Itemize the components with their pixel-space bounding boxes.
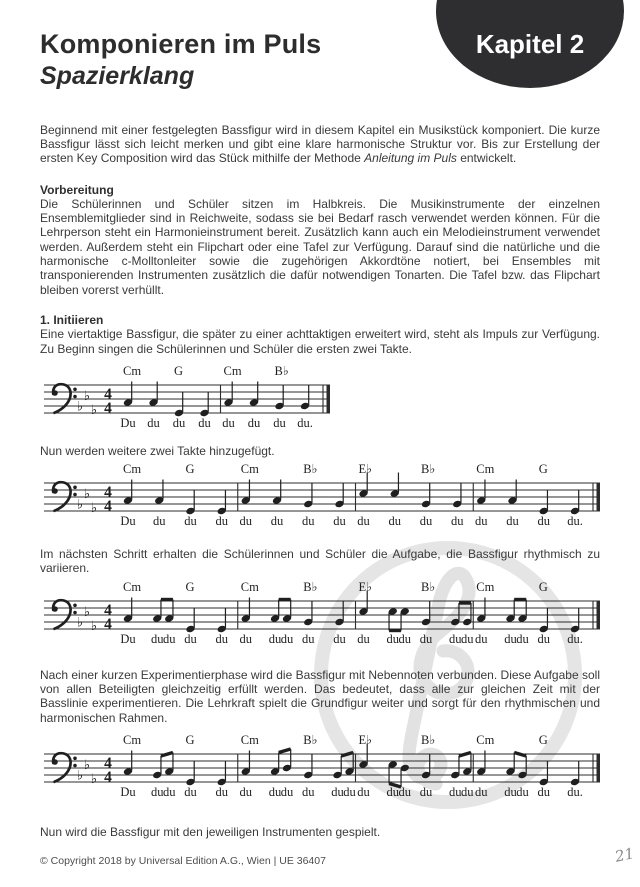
svg-text:du: du	[398, 784, 411, 799]
text-segment: Im nächsten Schritt erhalten die Schülerinnen und Schüler die Aufgabe, die Bassfigur rhythmisch zu variieren.	[40, 547, 600, 576]
svg-text:Cm: Cm	[240, 462, 259, 477]
svg-text:du: du	[419, 631, 433, 646]
svg-text:du: du	[268, 631, 282, 646]
svg-text:du: du	[280, 631, 294, 646]
svg-text:du: du	[184, 631, 197, 646]
svg-text:♭: ♭	[83, 388, 91, 404]
svg-text:Du: Du	[120, 514, 136, 529]
svg-text:du: du	[215, 784, 228, 799]
svg-text:4: 4	[104, 601, 112, 619]
svg-text:B♭: B♭	[421, 462, 436, 477]
after-staff2-paragraph	[40, 547, 600, 576]
svg-text:du: du	[280, 784, 294, 799]
svg-text:B♭: B♭	[421, 732, 436, 747]
svg-text:du: du	[331, 784, 344, 799]
initiieren-paragraph	[40, 327, 600, 356]
svg-text:♭: ♭	[83, 757, 91, 773]
svg-text:du: du	[247, 415, 261, 430]
svg-text:4: 4	[104, 399, 112, 417]
text-segment: Eine viertaktige Bassfigur, die später zu einer achttaktigen erweitert wird, steht als Impuls zur Verfügung. Zu Beginn singen die Schülerinnen und Schüler die ersten zwei Takte.	[40, 327, 600, 356]
copyright-line: © Copyright 2018 by Universal Edition A.G., Wien | UE 36407	[40, 855, 326, 867]
svg-text:du: du	[357, 631, 370, 646]
svg-text:Cm: Cm	[240, 732, 259, 747]
svg-text:Cm: Cm	[123, 462, 142, 477]
svg-text:du.: du.	[567, 514, 583, 529]
svg-text:Du: Du	[120, 784, 136, 799]
svg-text:du: du	[357, 784, 370, 799]
svg-text:du: du	[302, 514, 315, 529]
handwritten-page-number: 21	[613, 844, 636, 866]
svg-text:Cm: Cm	[476, 579, 495, 594]
page-subtitle: Spazierklang	[40, 61, 195, 90]
svg-text:du: du	[398, 631, 411, 646]
svg-text:♭: ♭	[76, 399, 84, 415]
heading-initiieren: 1. Initiieren	[40, 312, 104, 327]
svg-text:Cm: Cm	[240, 579, 259, 594]
method-name-italic: Anleitung im Puls	[364, 151, 457, 166]
svg-text:du: du	[268, 784, 282, 799]
svg-text:4: 4	[104, 498, 112, 516]
heading-vorbereitung: Vorbereitung	[40, 182, 114, 197]
svg-text:♭: ♭	[76, 497, 84, 513]
svg-text:Cm: Cm	[476, 462, 495, 477]
chapter-badge-label: Kapitel 2	[475, 29, 585, 59]
svg-text:du: du	[333, 631, 346, 646]
text-segment: entwickelt.	[456, 151, 517, 166]
svg-text:4: 4	[104, 385, 112, 403]
svg-text:♭: ♭	[90, 618, 98, 634]
svg-text:B♭: B♭	[303, 732, 318, 747]
svg-text:du: du	[222, 415, 235, 430]
svg-text:Cm: Cm	[123, 363, 142, 378]
svg-text:G: G	[185, 579, 195, 594]
svg-text:Cm: Cm	[123, 579, 142, 594]
svg-text:du: du	[506, 514, 519, 529]
after-staff1-paragraph	[40, 444, 600, 458]
svg-text:Du: Du	[120, 631, 136, 646]
music-staff-2	[42, 461, 602, 533]
svg-text:du.: du.	[297, 415, 313, 430]
svg-text:Cm: Cm	[476, 732, 495, 747]
text-segment: Nun werden weitere zwei Takte hinzugefügt.	[40, 443, 275, 458]
svg-text:E♭: E♭	[358, 732, 373, 747]
svg-text:du: du	[273, 415, 286, 430]
svg-text:du: du	[461, 631, 474, 646]
svg-text:du: du	[461, 784, 474, 799]
svg-text:B♭: B♭	[303, 579, 318, 594]
svg-text:E♭: E♭	[358, 462, 373, 477]
vorbereitung-paragraph	[40, 197, 600, 297]
svg-text:♭: ♭	[83, 604, 91, 620]
svg-text:♭: ♭	[76, 615, 84, 631]
svg-text:G: G	[174, 363, 184, 378]
svg-text:G: G	[538, 732, 548, 747]
svg-text:Du: Du	[120, 415, 136, 430]
svg-text:du: du	[302, 784, 315, 799]
text-segment: Nun wird die Bassfigur mit den jeweiligen Instrumenten gespielt.	[40, 824, 381, 839]
svg-text:♭: ♭	[90, 402, 98, 418]
svg-text:B♭: B♭	[303, 462, 318, 477]
music-staff-3	[42, 579, 602, 651]
text-segment: Beginnend mit einer festgelegten Bassfigur wird in diesem Kapitel ein Musikstück komponiert. Die kurze Bassfigur lässt sich leicht merken und gibt eine klare harmonische Struktur vor. Bis zur Erstellung der ersten Key Composition wird das Stück mithilfe der Methode	[40, 122, 600, 166]
text-segment: Nach einer kurzen Experimentierphase wird die Bassfigur mit Nebennoten verbunden. Diese Aufgabe soll von allen Beteiligten gleichzeitig erfüllt werden. Das bedeutet, dass alle zur gleichen Zeit mit der Basslinie experimentieren. Die Lehrkraft spielt die Grundfigur weiter und sorgt für den rhythmischen und harmonischen Rahmen.	[40, 667, 600, 725]
svg-text:du: du	[302, 631, 315, 646]
svg-text:4: 4	[104, 484, 112, 502]
svg-text:du: du	[163, 784, 176, 799]
svg-text:du: du	[147, 415, 160, 430]
svg-text:du.: du.	[567, 631, 583, 646]
svg-text:du: du	[449, 784, 462, 799]
page-content	[0, 30, 640, 839]
svg-text:♭: ♭	[90, 771, 98, 787]
svg-text:du: du	[184, 514, 197, 529]
svg-text:du.: du.	[567, 784, 583, 799]
svg-text:G: G	[538, 462, 548, 477]
svg-text:du: du	[475, 631, 488, 646]
svg-text:4: 4	[104, 754, 112, 772]
svg-text:du: du	[239, 514, 252, 529]
svg-text:B♭: B♭	[421, 579, 436, 594]
svg-text:du: du	[172, 415, 186, 430]
svg-text:du: du	[215, 514, 228, 529]
after-staff3-paragraph	[40, 668, 600, 725]
svg-text:du: du	[151, 631, 164, 646]
svg-text:du: du	[333, 514, 346, 529]
svg-text:♭: ♭	[90, 501, 98, 517]
music-staff-4	[42, 732, 602, 804]
svg-text:du: du	[343, 784, 356, 799]
intro-paragraph	[40, 123, 600, 166]
svg-text:du: du	[388, 514, 401, 529]
svg-text:Cm: Cm	[123, 732, 142, 747]
svg-text:du: du	[504, 784, 517, 799]
after-staff4-paragraph	[40, 825, 600, 839]
svg-text:G: G	[185, 462, 195, 477]
svg-text:du: du	[357, 514, 370, 529]
svg-text:du: du	[537, 514, 550, 529]
svg-text:du: du	[537, 784, 550, 799]
svg-text:♭: ♭	[76, 768, 84, 784]
music-staff-1	[42, 363, 332, 435]
svg-text:du: du	[163, 631, 176, 646]
svg-text:du: du	[449, 631, 462, 646]
svg-text:du: du	[504, 631, 517, 646]
svg-text:du: du	[537, 631, 550, 646]
svg-text:4: 4	[104, 615, 112, 633]
svg-text:du: du	[198, 415, 211, 430]
svg-text:G: G	[538, 579, 548, 594]
svg-text:du: du	[451, 514, 464, 529]
svg-text:du: du	[215, 631, 228, 646]
svg-text:du: du	[475, 514, 488, 529]
svg-text:du: du	[184, 784, 197, 799]
svg-text:du: du	[270, 514, 284, 529]
svg-text:♭: ♭	[83, 487, 91, 503]
svg-text:du: du	[516, 631, 529, 646]
svg-text:4: 4	[104, 768, 112, 786]
svg-text:du: du	[239, 631, 252, 646]
svg-text:du: du	[386, 631, 399, 646]
svg-text:du: du	[475, 784, 488, 799]
svg-text:du: du	[386, 784, 399, 799]
svg-text:du: du	[153, 514, 166, 529]
svg-text:du: du	[516, 784, 529, 799]
svg-text:du: du	[419, 784, 433, 799]
svg-text:G: G	[185, 732, 195, 747]
svg-text:B♭: B♭	[274, 363, 289, 378]
svg-text:E♭: E♭	[358, 579, 373, 594]
page-title: Komponieren im Puls	[40, 29, 322, 59]
svg-text:du: du	[239, 784, 252, 799]
text-segment: Die Schülerinnen und Schüler sitzen im Halbkreis. Die Musikinstrumente der einzelnen Ensemblemitglieder sind in Reichweite, sodass sie bei Bedarf rasch verwendet werden können. Für die Lehrperson steht ein Harmonieinstrument bereit. Zusätzlich kann auch ein Melodieinstrument verwendet werden. Außerdem steht ein Flipchart oder eine Tafel zur Verfügung. Darauf sind die natürliche und die harmonische c-Molltonleiter sowie die zugehörigen Akkordtöne notiert, bei Ensembles mit transponierenden Instrumenten zusätzlich die dafür notwendigen Tonarten. Die Tafel bzw. das Flipchart bleiben vorerst verhüllt.	[40, 196, 600, 297]
svg-text:du: du	[419, 514, 433, 529]
svg-text:du: du	[151, 784, 164, 799]
svg-text:Cm: Cm	[223, 363, 242, 378]
